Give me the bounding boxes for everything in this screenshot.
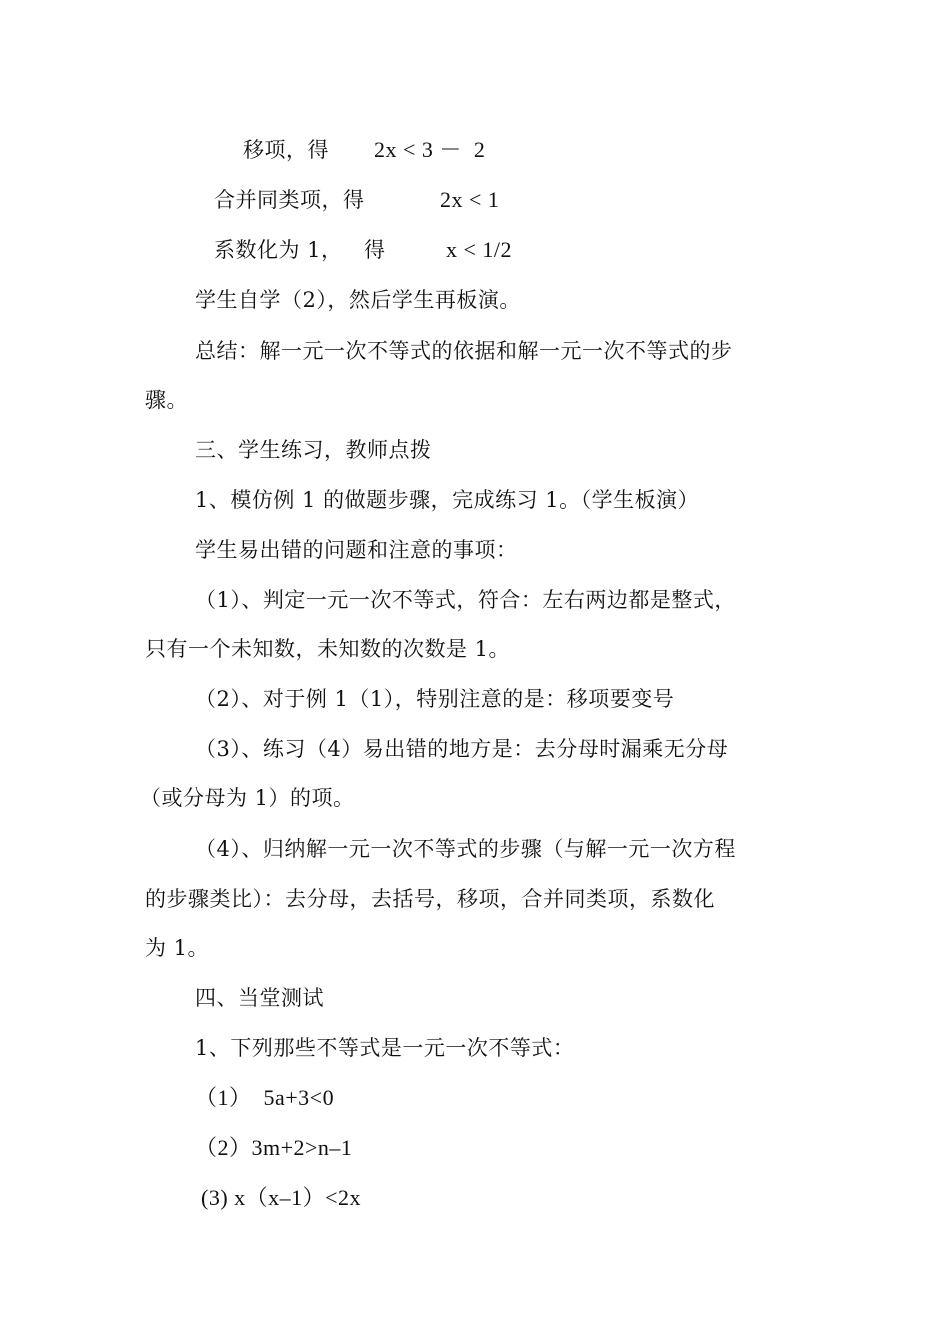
- summary-line-1: 总结：解一元一次不等式的依据和解一元一次不等式的步: [195, 339, 733, 363]
- test-option-2: （2）3m+2>n–1: [195, 1135, 353, 1160]
- note-4-line-1: （4）、归纳解一元一次不等式的步骤（与解一元一次方程: [195, 837, 736, 861]
- step-move-equation: 2x < 3 － 2: [374, 137, 486, 162]
- step-coefficient-label: 系数化为 1， 得: [214, 238, 386, 262]
- practice-item-1: 1、模仿例 1 的做题步骤，完成练习 1。（学生板演）: [195, 488, 700, 512]
- note-4-line-2: 的步骤类比）：去分母，去括号，移项，合并同类项，系数化: [145, 887, 715, 911]
- step-combine-equation: 2x < 1: [440, 187, 500, 212]
- test-option-1: （1） 5a+3<0: [195, 1085, 335, 1110]
- self-study-paragraph: 学生自学（2），然后学生再板演。: [195, 288, 521, 312]
- summary-line-2: 骤。: [145, 388, 188, 412]
- section-4-heading: 四、当堂测试: [195, 986, 324, 1010]
- errors-intro: 学生易出错的问题和注意的事项：: [195, 538, 518, 562]
- note-4-line-3: 为 1。: [145, 936, 210, 960]
- note-1-line-2: 只有一个未知数，未知数的次数是 1。: [145, 637, 511, 661]
- step-coefficient-equation: x < 1/2: [446, 237, 513, 262]
- note-3-line-1: （3）、练习（4）易出错的地方是：去分母时漏乘无分母: [195, 737, 729, 761]
- note-1-line-1: （1）、判定一元一次不等式，符合：左右两边都是整式，: [195, 588, 736, 612]
- test-option-3: (3) x（x–1）<2x: [195, 1185, 362, 1210]
- section-3-heading: 三、学生练习，教师点拨: [195, 438, 432, 462]
- note-3-line-2: （或分母为 1）的项。: [140, 786, 355, 810]
- test-question-1: 1、下列那些不等式是一元一次不等式：: [195, 1036, 575, 1060]
- step-move-label: 移项，得: [243, 138, 329, 162]
- step-combine-label: 合并同类项，得: [214, 188, 365, 212]
- note-2: （2）、对于例 1（1），特别注意的是：移项要变号: [195, 687, 675, 711]
